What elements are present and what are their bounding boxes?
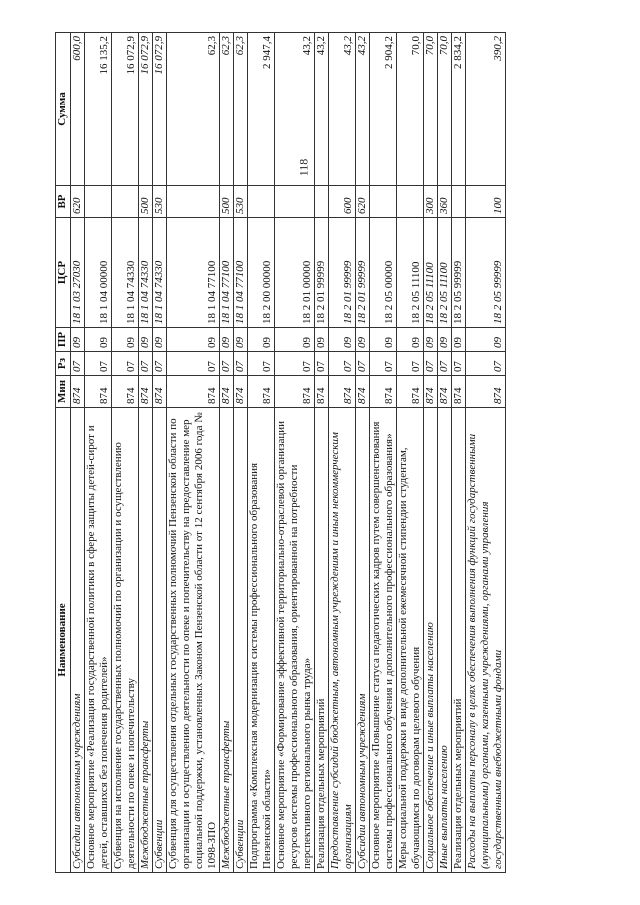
cell-sum: 16 072,9 (153, 33, 167, 186)
cell-pr: 09 (438, 328, 452, 352)
cell-min: 874 (329, 376, 356, 408)
table-row (438, 33, 452, 873)
cell-pr: 09 (370, 328, 397, 352)
cell-name: Межбюджетные трансферты (139, 408, 153, 873)
cell-sum: 70,0 (438, 33, 452, 186)
cell-rz: 07 (112, 352, 139, 376)
cell-csr: 18 1 04 77100 (234, 218, 248, 328)
cell-vr: 530 (153, 186, 167, 218)
cell-name: Меры социальной поддержки в виде дополнительной ежемесячной стипендии студентам, обучающимся по договорам целевого обучения (397, 408, 424, 873)
cell-vr: 100 (466, 186, 506, 218)
cell-name: Субвенция для осуществления отдельных государственных полномочий Пензенской области по организации и осуществлению деятельности по опеке и попечительству на предоставление мер социальной поддержки, установленных Законом Пензенской области от 12 сентября 2006 года № 1098-ЗПО (167, 408, 220, 873)
cell-csr: 18 1 04 77100 (220, 218, 234, 328)
cell-rz: 07 (234, 352, 248, 376)
cell-name: Межбюджетные трансферты (220, 408, 234, 873)
cell-min: 874 (71, 376, 85, 408)
cell-name: Основное мероприятие «Реализация государственной политики в сфере защиты детей-сирот и детей, оставшихся без попечения родителей» (85, 408, 112, 873)
cell-pr: 09 (234, 328, 248, 352)
table-row (139, 33, 153, 873)
cell-pr: 09 (153, 328, 167, 352)
cell-pr: 09 (424, 328, 438, 352)
rotated-page-area (55, 33, 600, 873)
cell-rz: 07 (438, 352, 452, 376)
table-body (71, 33, 506, 873)
cell-vr (315, 186, 329, 218)
cell-min: 874 (220, 376, 234, 408)
cell-csr: 18 1 04 00000 (85, 218, 112, 328)
table-row (112, 33, 139, 873)
cell-csr: 18 2 05 00000 (370, 218, 397, 328)
table-header-row (56, 33, 71, 873)
cell-vr: 500 (220, 186, 234, 218)
cell-rz: 07 (356, 352, 370, 376)
cell-sum: 62,3 (234, 33, 248, 186)
cell-name: Основное мероприятие «Повышение статуса педагогических кадров путем совершенствования системы профессионального обучения и дополнительного профессионального образования» (370, 408, 397, 873)
cell-pr: 09 (466, 328, 506, 352)
cell-min: 874 (112, 376, 139, 408)
cell-pr: 09 (112, 328, 139, 352)
cell-pr: 09 (139, 328, 153, 352)
cell-name: Подпрограмма «Комплексная модернизация системы профессионального образования Пензенской области» (248, 408, 275, 873)
cell-sum: 16 072,9 (112, 33, 139, 186)
cell-name: Расходы на выплаты персоналу в целях обеспечения выполнения функций государственными (муниципальными) органами, казенными учреждениями, органами управления государственными внебюджетными фондами (466, 408, 506, 873)
cell-vr (248, 186, 275, 218)
cell-vr: 530 (234, 186, 248, 218)
cell-rz: 07 (275, 352, 315, 376)
table-row (466, 33, 506, 873)
cell-min: 874 (397, 376, 424, 408)
cell-sum: 600,0 (71, 33, 85, 186)
table-row (85, 33, 112, 873)
cell-sum: 2 947,4 (248, 33, 275, 186)
page-number: 118 (296, 158, 311, 177)
cell-pr: 09 (71, 328, 85, 352)
cell-csr: 18 2 05 99999 (466, 218, 506, 328)
cell-name: Субсидии автономным учреждениям (356, 408, 370, 873)
cell-vr: 500 (139, 186, 153, 218)
cell-vr (85, 186, 112, 218)
cell-csr: 18 1 04 74330 (112, 218, 139, 328)
cell-pr: 09 (275, 328, 315, 352)
cell-min: 874 (438, 376, 452, 408)
cell-vr (370, 186, 397, 218)
cell-csr: 18 2 05 11100 (397, 218, 424, 328)
cell-csr: 18 2 01 99999 (329, 218, 356, 328)
cell-vr (452, 186, 466, 218)
cell-csr: 18 2 01 99999 (356, 218, 370, 328)
cell-min: 874 (315, 376, 329, 408)
cell-sum: 62,3 (220, 33, 234, 186)
cell-csr: 18 2 05 11100 (438, 218, 452, 328)
cell-pr: 09 (85, 328, 112, 352)
table-row (153, 33, 167, 873)
cell-sum: 43,2 (275, 33, 315, 186)
cell-csr: 18 1 04 74330 (153, 218, 167, 328)
cell-rz: 07 (220, 352, 234, 376)
cell-csr: 18 1 04 74330 (139, 218, 153, 328)
cell-sum: 16 135,2 (85, 33, 112, 186)
cell-name: Иные выплаты населению (438, 408, 452, 873)
cell-vr: 620 (71, 186, 85, 218)
header-rz: Рз (56, 352, 71, 376)
cell-name: Основное мероприятие «Формирование эффективной территориально-отраслевой организации ресурсов системы профессионального образования, ориентированной на потребности перспективного регионального рынка труда» (275, 408, 315, 873)
cell-min: 874 (167, 376, 220, 408)
cell-rz: 07 (370, 352, 397, 376)
header-name: Наименование (56, 408, 71, 873)
cell-min: 874 (370, 376, 397, 408)
table-row (356, 33, 370, 873)
header-pr: ПР (56, 328, 71, 352)
cell-csr: 18 1 03 27030 (71, 218, 85, 328)
cell-vr (275, 186, 315, 218)
table-row (424, 33, 438, 873)
cell-sum: 70,0 (424, 33, 438, 186)
cell-min: 874 (85, 376, 112, 408)
cell-vr: 360 (438, 186, 452, 218)
cell-name: Субвенция на исполнение государственных полномочий по организации и осуществлению деятельности по опеке и попечительству (112, 408, 139, 873)
cell-csr: 18 2 01 00000 (275, 218, 315, 328)
cell-rz: 07 (153, 352, 167, 376)
cell-pr: 09 (356, 328, 370, 352)
table-row (248, 33, 275, 873)
cell-rz: 07 (71, 352, 85, 376)
table-row (71, 33, 85, 873)
cell-rz: 07 (452, 352, 466, 376)
cell-vr (112, 186, 139, 218)
cell-pr: 09 (315, 328, 329, 352)
cell-sum: 43,2 (356, 33, 370, 186)
cell-sum: 43,2 (315, 33, 329, 186)
cell-rz: 07 (85, 352, 112, 376)
cell-csr: 18 2 01 99999 (315, 218, 329, 328)
cell-name: Субвенции (153, 408, 167, 873)
budget-table (55, 32, 506, 873)
cell-pr: 09 (397, 328, 424, 352)
cell-name: Реализация отдельных мероприятий (452, 408, 466, 873)
cell-rz: 07 (315, 352, 329, 376)
cell-rz: 07 (167, 352, 220, 376)
cell-vr: 620 (356, 186, 370, 218)
cell-sum: 62,3 (167, 33, 220, 186)
cell-pr: 09 (329, 328, 356, 352)
table-row (234, 33, 248, 873)
table-row (370, 33, 397, 873)
cell-rz: 07 (424, 352, 438, 376)
cell-sum: 16 072,9 (139, 33, 153, 186)
cell-csr: 18 2 05 11100 (424, 218, 438, 328)
cell-pr: 09 (248, 328, 275, 352)
cell-sum: 70,0 (397, 33, 424, 186)
cell-vr (167, 186, 220, 218)
header-csr: ЦСР (56, 218, 71, 328)
cell-pr: 09 (220, 328, 234, 352)
cell-min: 874 (139, 376, 153, 408)
cell-name: Реализация отдельных мероприятий (315, 408, 329, 873)
cell-min: 874 (466, 376, 506, 408)
cell-rz: 07 (248, 352, 275, 376)
rotated-table-container (55, 33, 600, 873)
cell-rz: 07 (329, 352, 356, 376)
cell-min: 874 (153, 376, 167, 408)
cell-rz: 07 (139, 352, 153, 376)
table-row (220, 33, 234, 873)
cell-min: 874 (424, 376, 438, 408)
cell-min: 874 (234, 376, 248, 408)
cell-pr: 09 (167, 328, 220, 352)
cell-vr (397, 186, 424, 218)
cell-pr: 09 (452, 328, 466, 352)
table-row (167, 33, 220, 873)
cell-min: 874 (248, 376, 275, 408)
cell-sum: 2 904,2 (370, 33, 397, 186)
table-row (275, 33, 315, 873)
table-row (315, 33, 329, 873)
cell-vr: 300 (424, 186, 438, 218)
cell-min: 874 (275, 376, 315, 408)
cell-name: Предоставление субсидий бюджетным, автономным учреждениям и иным некоммерческим организациям (329, 408, 356, 873)
table-row (452, 33, 466, 873)
header-min: Мин (56, 376, 71, 408)
table-row (397, 33, 424, 873)
cell-rz: 07 (397, 352, 424, 376)
cell-csr: 18 2 00 00000 (248, 218, 275, 328)
header-sum: Сумма (56, 33, 71, 186)
cell-sum: 2 834,2 (452, 33, 466, 186)
cell-name: Субсидии автономным учреждениям (71, 408, 85, 873)
cell-sum: 43,2 (329, 33, 356, 186)
cell-name: Субвенции (234, 408, 248, 873)
header-vr: ВР (56, 186, 71, 218)
cell-name: Социальное обеспечение и иные выплаты населению (424, 408, 438, 873)
cell-min: 874 (356, 376, 370, 408)
cell-vr: 600 (329, 186, 356, 218)
table-row (329, 33, 356, 873)
cell-rz: 07 (466, 352, 506, 376)
cell-sum: 390,2 (466, 33, 506, 186)
cell-csr: 18 2 05 99999 (452, 218, 466, 328)
cell-csr: 18 1 04 77100 (167, 218, 220, 328)
cell-min: 874 (452, 376, 466, 408)
